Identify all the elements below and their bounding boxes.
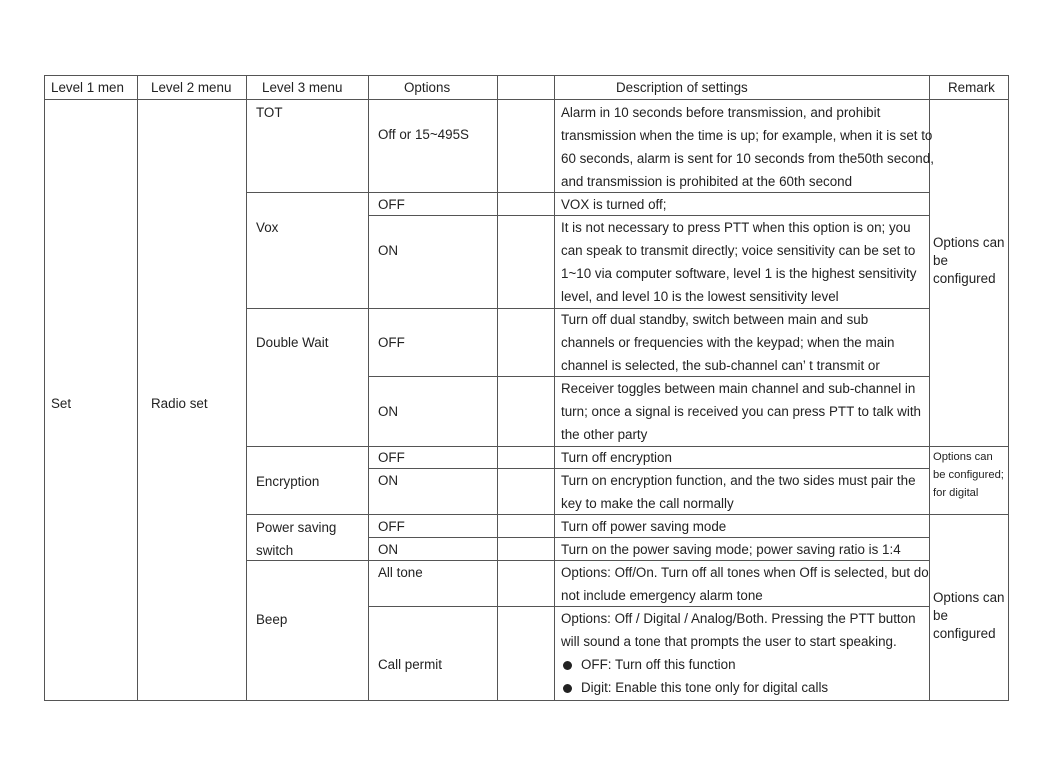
- vox-off-option: OFF: [378, 197, 405, 212]
- beep-all-tone-desc-line: not include emergency alarm tone: [561, 588, 763, 603]
- power-saving-on-option: ON: [378, 542, 399, 557]
- vox-on-option: ON: [378, 243, 399, 258]
- header-description: Description of settings: [616, 80, 748, 95]
- remark-first-line: be: [933, 253, 948, 268]
- encryption-off-option: OFF: [378, 450, 405, 465]
- bullet-text: OFF: Turn off this function: [581, 657, 736, 672]
- power-saving-off-option: OFF: [378, 519, 405, 534]
- encryption-off-desc: Turn off encryption: [561, 450, 672, 465]
- tot-desc-line: 60 seconds, alarm is sent for 10 seconds from the50th second,: [561, 151, 934, 166]
- remark-first-line: Options can: [933, 235, 1005, 250]
- remark-last-line: configured: [933, 626, 996, 641]
- col-sep-3: [368, 75, 369, 701]
- remark-encryption-line: for digital: [933, 487, 979, 499]
- double-wait-label: Double Wait: [256, 335, 329, 350]
- encryption-on-desc-line: key to make the call normally: [561, 496, 734, 511]
- beep-call-permit-bullet: [563, 676, 828, 699]
- power-saving-label: switch: [256, 543, 294, 558]
- beep-label: Beep: [256, 612, 288, 627]
- double-wait-on-desc-line: Receiver toggles between main channel and sub-channel in: [561, 381, 916, 396]
- header-remark: Remark: [948, 80, 995, 95]
- remark-first-line: configured: [933, 271, 996, 286]
- rule-header: [44, 99, 1009, 100]
- vox-on-desc-line: It is not necessary to press PTT when this option is on; you: [561, 220, 911, 235]
- remark-last-line: Options can: [933, 590, 1005, 605]
- power-saving-label: Power saving: [256, 520, 337, 535]
- tot-desc-line: transmission when the time is up; for example, when it is set to: [561, 128, 933, 143]
- vox-on-desc-line: can speak to transmit directly; voice sensitivity can be set to: [561, 243, 916, 258]
- vox-on-desc-line: level, and level 10 is the lowest sensitivity level: [561, 289, 839, 304]
- col-sep-1: [137, 75, 138, 701]
- level2-value: Radio set: [151, 396, 208, 411]
- double-wait-on-desc-line: the other party: [561, 427, 648, 442]
- double-wait-off-desc-line: channel is selected, the sub-channel can’ t transmit or: [561, 358, 880, 373]
- tot-desc-line: and transmission is prohibited at the 60th second: [561, 174, 853, 189]
- vox-label: Vox: [256, 220, 279, 235]
- tot-desc-line: Alarm in 10 seconds before transmission, and prohibit: [561, 105, 881, 120]
- double-wait-off-option: OFF: [378, 335, 405, 350]
- remark-last-line: be: [933, 608, 948, 623]
- beep-call-permit-option: Call permit: [378, 657, 442, 672]
- encryption-on-option: ON: [378, 473, 399, 488]
- bullet-text: Digit: Enable this tone only for digital calls: [581, 680, 829, 695]
- border-right: [1008, 75, 1009, 701]
- col-sep-4: [497, 75, 498, 701]
- bullet-icon: [563, 684, 572, 693]
- bullet-icon: [563, 661, 572, 670]
- power-saving-off-desc: Turn off power saving mode: [561, 519, 727, 534]
- remark-encryption-line: be configured;: [933, 469, 1004, 481]
- beep-call-permit-desc-line: Options: Off / Digital / Analog/Both. Pressing the PTT button: [561, 611, 916, 626]
- power-saving-on-desc: Turn on the power saving mode; power saving ratio is 1:4: [561, 542, 901, 557]
- double-wait-on-option: ON: [378, 404, 399, 419]
- beep-call-permit-bullet: [563, 653, 736, 676]
- vox-off-desc: VOX is turned off;: [561, 197, 667, 212]
- header-options: Options: [404, 80, 451, 95]
- double-wait-on-desc-line: turn; once a signal is received you can press PTT to talk with: [561, 404, 921, 419]
- border-left: [44, 75, 45, 701]
- encryption-label: Encryption: [256, 474, 320, 489]
- col-sep-5: [554, 75, 555, 701]
- encryption-on-desc-line: Turn on encryption function, and the two sides must pair the: [561, 473, 916, 488]
- beep-all-tone-option: All tone: [378, 565, 423, 580]
- tot-option: Off or 15~495S: [378, 127, 469, 142]
- beep-all-tone-desc-line: Options: Off/On. Turn off all tones when Off is selected, but do: [561, 565, 929, 580]
- beep-call-permit-desc-line: will sound a tone that prompts the user to start speaking.: [561, 634, 897, 649]
- level1-value: Set: [51, 396, 72, 411]
- double-wait-off-desc-line: Turn off dual standby, switch between main and sub: [561, 312, 869, 327]
- rule-bottom: [44, 700, 1009, 701]
- header-level1: Level 1 men: [51, 80, 124, 95]
- remark-encryption-line: Options can: [933, 451, 993, 463]
- vox-on-desc-line: 1~10 via computer software, level 1 is the highest sensitivity: [561, 266, 917, 281]
- col-sep-2: [246, 75, 247, 701]
- double-wait-off-desc-line: channels or frequencies with the keypad; when the main: [561, 335, 895, 350]
- tot-label: TOT: [256, 105, 283, 120]
- header-level3: Level 3 menu: [262, 80, 343, 95]
- header-level2: Level 2 menu: [151, 80, 232, 95]
